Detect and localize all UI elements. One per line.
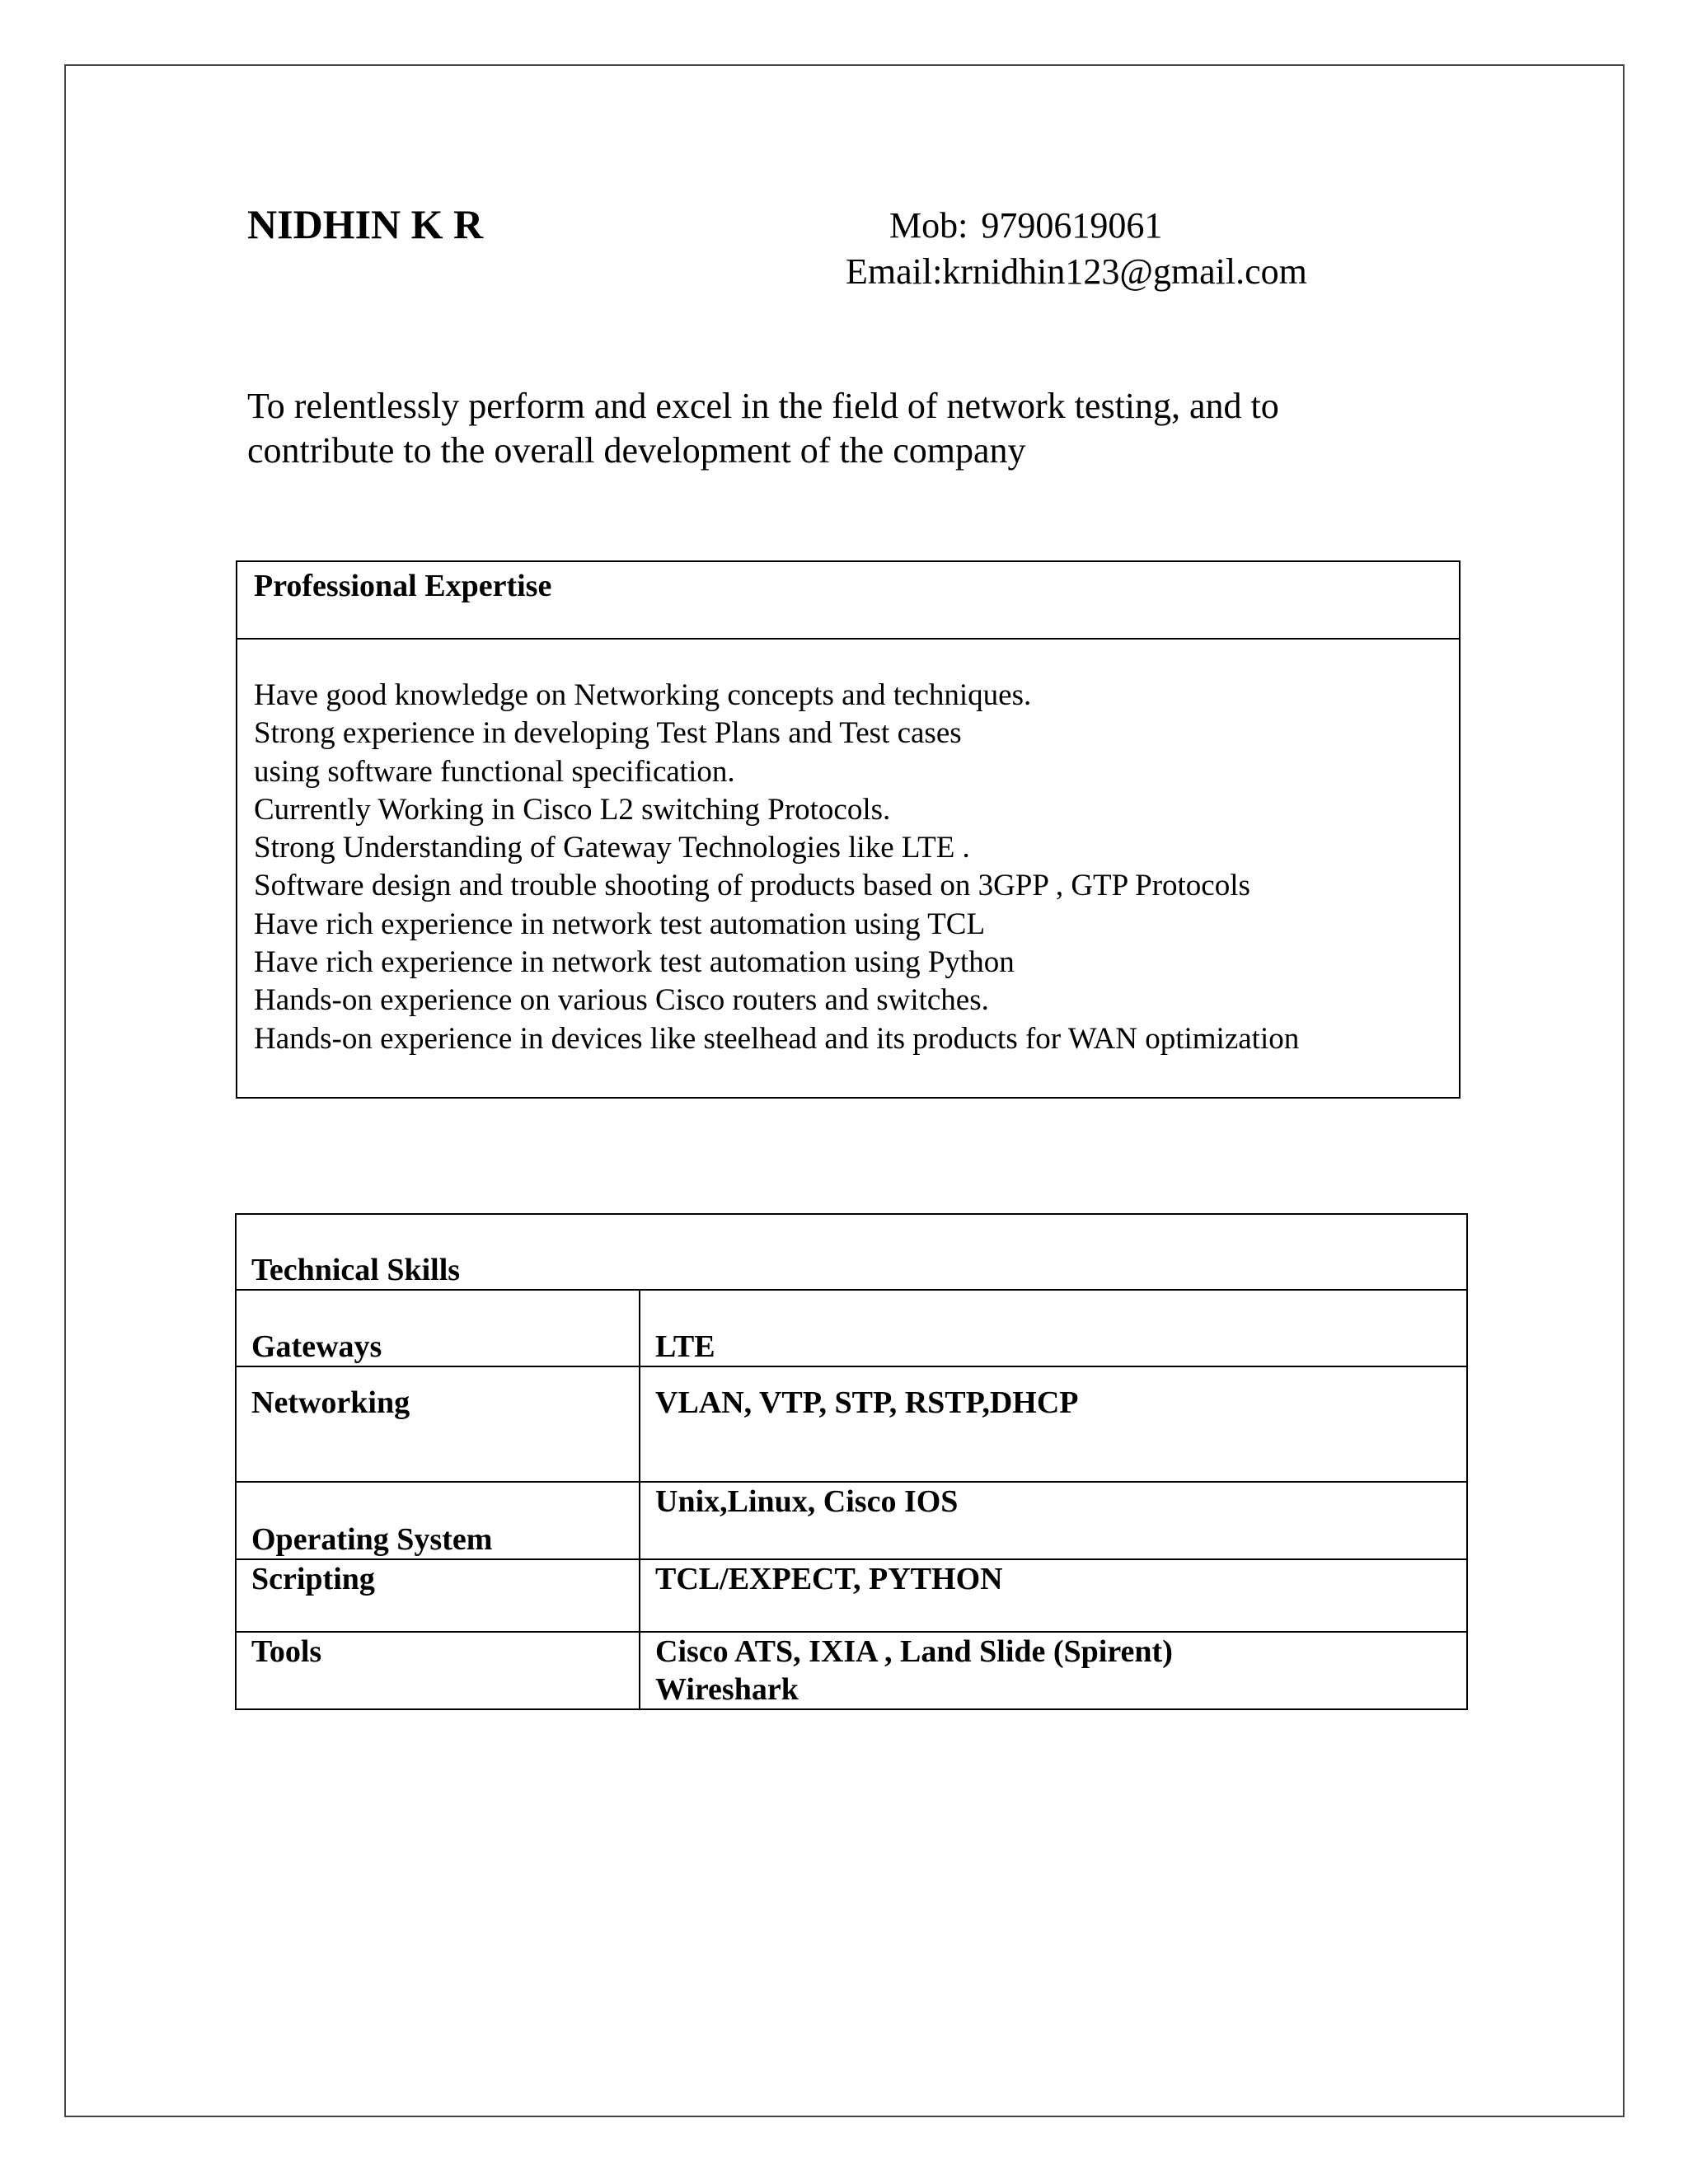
- contact-block: [846, 203, 1307, 295]
- objective-line: contribute to the overall development of the company: [247, 430, 1026, 471]
- expertise-item: Hands-on experience on various Cisco routers and switches.: [254, 983, 989, 1018]
- table-row: [236, 1632, 1467, 1709]
- skill-value-cell: [640, 1632, 1467, 1709]
- skill-value: VLAN, VTP, STP, RSTP,DHCP: [640, 1366, 1467, 1482]
- expertise-item: using software functional specification.: [254, 754, 735, 789]
- expertise-item: Software design and trouble shooting of products based on 3GPP , GTP Protocols: [254, 869, 1250, 903]
- expertise-item: Currently Working in Cisco L2 switching Protocols.: [254, 792, 891, 827]
- professional-expertise-section: [236, 560, 1461, 1099]
- career-objective: [247, 384, 1484, 473]
- skill-value: Cisco ATS, IXIA , Land Slide (Spirent): [655, 1634, 1173, 1669]
- skill-value: LTE: [640, 1290, 1467, 1366]
- table-row: [236, 1214, 1467, 1290]
- skill-category: Scripting: [236, 1559, 640, 1632]
- skill-value: Wireshark: [655, 1672, 799, 1707]
- skill-category: Networking: [236, 1366, 640, 1482]
- section-title: Professional Expertise: [237, 562, 1459, 640]
- mobile-number: 9790619061: [981, 205, 1163, 246]
- mobile-label: Mob:: [889, 205, 968, 246]
- mobile-line: [846, 203, 1307, 249]
- table-row: [236, 1366, 1467, 1482]
- table-row: [236, 1290, 1467, 1366]
- expertise-item: Have good knowledge on Networking concepts and techniques.: [254, 678, 1032, 712]
- expertise-item: Strong Understanding of Gateway Technologies like LTE .: [254, 831, 970, 865]
- expertise-item: Strong experience in developing Test Plans and Test cases: [254, 716, 962, 751]
- candidate-name: NIDHIN K R: [247, 201, 484, 247]
- expertise-item: Have rich experience in network test automation using Python: [254, 945, 1015, 980]
- skill-category: Tools: [236, 1632, 640, 1709]
- email-address: Email:krnidhin123@gmail.com: [846, 251, 1307, 292]
- expertise-item: Hands-on experience in devices like steelhead and its products for WAN optimization: [254, 1021, 1300, 1056]
- skill-category: Operating System: [236, 1482, 640, 1559]
- table-row: [236, 1559, 1467, 1632]
- expertise-item: Have rich experience in network test automation using TCL: [254, 907, 986, 941]
- table-row: [236, 1482, 1467, 1559]
- technical-skills-table: [235, 1213, 1468, 1710]
- objective-line: To relentlessly perform and excel in the field of network testing, and to: [247, 386, 1279, 426]
- skill-value: TCL/EXPECT, PYTHON: [640, 1559, 1467, 1632]
- expertise-list: [237, 640, 1459, 1058]
- skill-category: Gateways: [236, 1290, 640, 1366]
- skill-value: Unix,Linux, Cisco IOS: [640, 1482, 1467, 1559]
- section-title: Technical Skills: [236, 1214, 1467, 1290]
